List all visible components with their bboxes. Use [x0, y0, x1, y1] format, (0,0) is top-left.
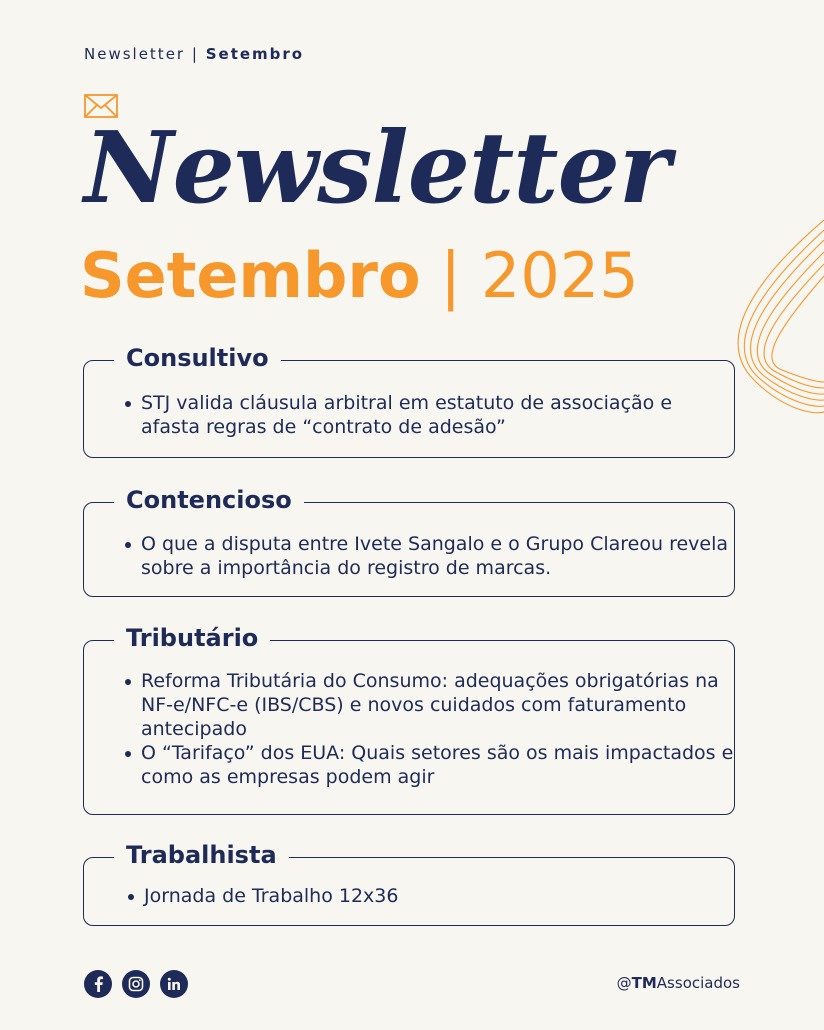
list-item[interactable]: O que a disputa entre Ivete Sangalo e o Grupo Clareou revela sobre a importância do registro de marcas.	[119, 532, 734, 580]
page-subtitle	[80, 239, 639, 312]
linkedin-icon[interactable]	[160, 970, 188, 998]
handle-bold: TM	[631, 974, 657, 992]
list-item[interactable]: Reforma Tributária do Consumo: adequações obrigatórias na NF-e/NFC-e (IBS/CBS) e novos cuidados com faturamento antecipado	[119, 669, 734, 741]
section-label: Tributário	[114, 622, 270, 654]
subtitle-month: Setembro	[80, 239, 421, 312]
section-tributario	[83, 624, 735, 815]
subtitle-year: 2025	[480, 239, 639, 312]
list-item[interactable]: O “Tarifaço” dos EUA: Quais setores são os mais impactados e como as empresas podem agir	[119, 741, 734, 789]
item-list	[119, 669, 734, 789]
social-handle[interactable]	[617, 974, 740, 992]
section-contencioso	[83, 486, 735, 597]
kicker-prefix: Newsletter	[84, 45, 186, 63]
item-list	[119, 532, 734, 580]
list-item[interactable]: STJ valida cláusula arbitral em estatuto de associação e afasta regras de “contrato de adesão”	[119, 391, 734, 439]
handle-prefix: @	[616, 974, 632, 992]
facebook-icon[interactable]	[84, 970, 112, 998]
section-consultivo	[83, 344, 735, 458]
section-label: Contencioso	[114, 484, 304, 516]
section-label: Consultivo	[114, 342, 281, 374]
item-list	[119, 391, 734, 439]
list-item[interactable]: Jornada de Trabalho 12x36	[122, 884, 398, 908]
handle-rest: Associados	[656, 974, 740, 992]
section-label: Trabalhista	[114, 839, 289, 871]
item-list	[122, 884, 398, 908]
social-links	[84, 970, 188, 998]
page-title: Newsletter	[84, 111, 670, 226]
kicker-month: Setembro	[205, 45, 305, 63]
kicker	[84, 45, 304, 63]
kicker-separator: |	[191, 45, 199, 63]
subtitle-separator: |	[440, 239, 462, 312]
section-trabalhista	[83, 841, 735, 926]
instagram-icon[interactable]	[122, 970, 150, 998]
